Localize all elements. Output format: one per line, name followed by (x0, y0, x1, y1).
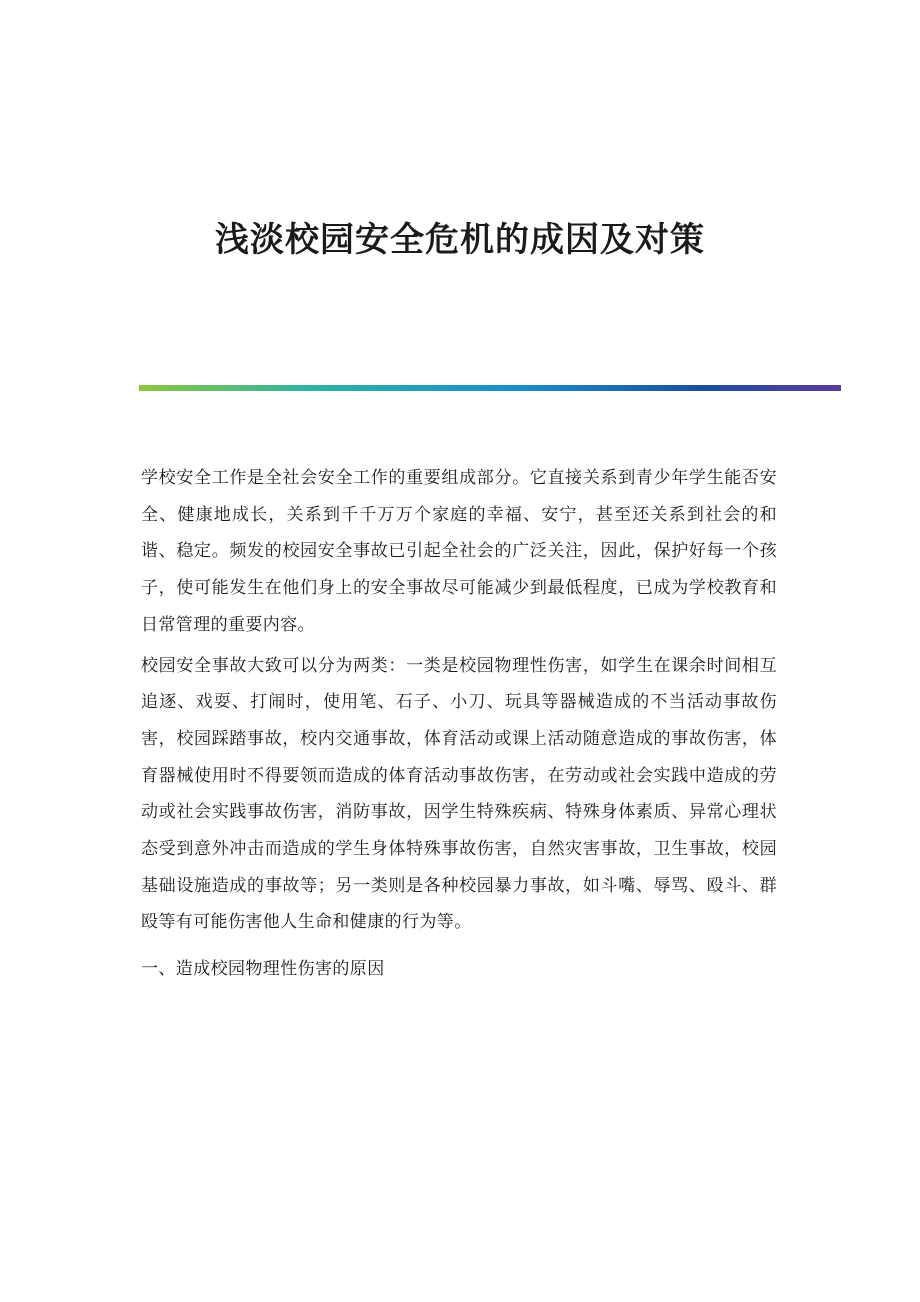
paragraph-accident-types: 校园安全事故大致可以分为两类：一类是校园物理性伤害，如学生在课余时间相互追逐、戏耍、打闹时，使用笔、石子、小刀、玩具等器械造成的不当活动事故伤害，校园踩踏事故，校内交通事故，体育活动或课上活动随意造成的事故伤害，体育器械使用时不得要领而造成的体育活动事故伤害，在劳动或社会实践中造成的劳动或社会实践事故伤害，消防事故，因学生特殊疾病、特殊身体素质、异常心理状态受到意外冲击而造成的学生身体特殊事故伤害，自然灾害事故，卫生事故，校园基础设施造成的事故等；另一类则是各种校园暴力事故，如斗嘴、辱骂、殴斗、群殴等有可能伤害他人生命和健康的行为等。 (141, 655, 777, 933)
section-heading: 一、造成校园物理性伤害的原因 (141, 959, 385, 980)
document-body (141, 460, 777, 987)
document-title: 浅淡校园安全危机的成因及对策 (215, 220, 705, 260)
paragraph-intro: 学校安全工作是全社会安全工作的重要组成部分。它直接关系到青少年学生能否安全、健康地成长，关系到千千万万个家庭的幸福、安宁，甚至还关系到社会的和谐、稳定。频发的校园安全事故已引起全社会的广泛关注，因此，保护好每一个孩子，使可能发生在他们身上的安全事故尽可能减少到最低程度，已成为学校教育和日常管理的重要内容。 (141, 468, 777, 635)
gradient-divider (139, 385, 841, 391)
